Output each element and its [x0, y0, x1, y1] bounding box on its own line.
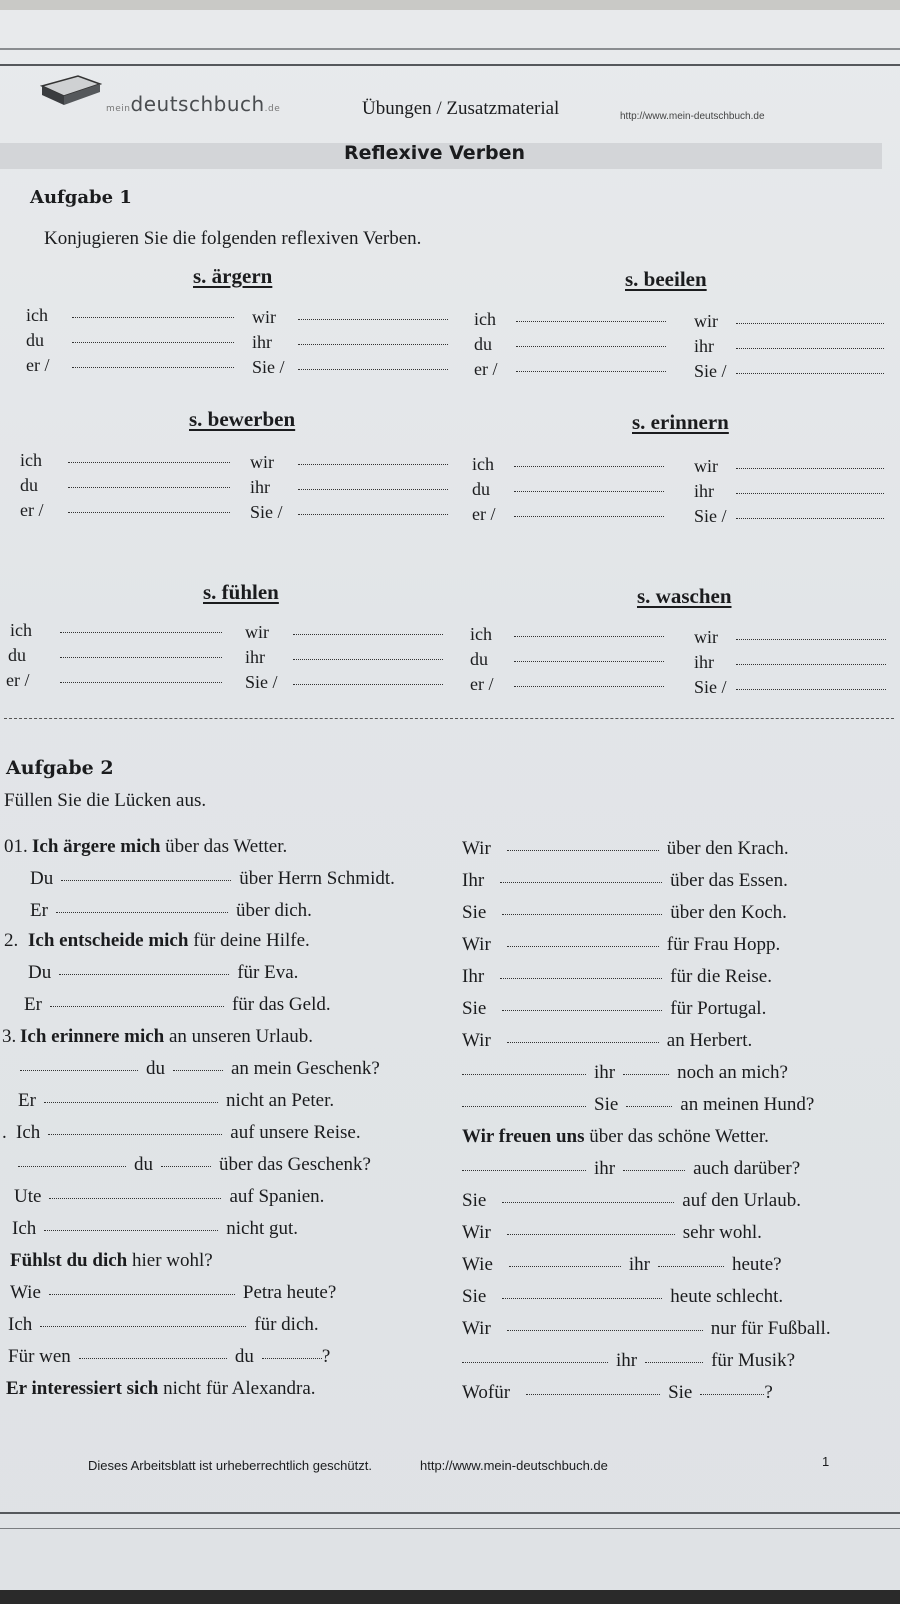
- text: heute schlecht.: [670, 1286, 784, 1307]
- text: Petra heute?: [242, 1282, 337, 1303]
- conj-row: [252, 332, 448, 353]
- exercise-line: [4, 930, 310, 952]
- text: sehr wohl.: [682, 1222, 762, 1243]
- blank-field[interactable]: [516, 371, 666, 372]
- blank-field[interactable]: [462, 1362, 608, 1363]
- exercise-line: [462, 1318, 831, 1340]
- bold-phrase: Er interessiert sich: [6, 1378, 159, 1399]
- conj-row: [470, 674, 664, 695]
- conj-row: [694, 627, 886, 648]
- text: Wir: [462, 1030, 491, 1051]
- text: ihr: [616, 1350, 638, 1371]
- aufgabe1-instruction: Konjugieren Sie die folgenden reflexiven Verben.: [44, 228, 422, 249]
- blank-field[interactable]: [507, 946, 659, 947]
- blank-field[interactable]: [298, 344, 448, 345]
- exercise-line: [462, 902, 787, 924]
- exercise-line: [10, 1250, 213, 1272]
- blank-field[interactable]: [50, 1006, 224, 1007]
- blank-field[interactable]: [736, 468, 884, 469]
- text: für das Geld.: [231, 994, 331, 1015]
- text: über dich.: [235, 900, 312, 921]
- text: Ich: [16, 1122, 41, 1143]
- blank-field[interactable]: [502, 914, 662, 915]
- conj-row: [6, 670, 222, 691]
- pronoun: ich: [26, 305, 48, 325]
- text: Wie: [10, 1282, 41, 1303]
- blank-field[interactable]: [502, 1010, 662, 1011]
- conj-row: [694, 677, 886, 698]
- text: über das Geschenk?: [219, 1154, 371, 1175]
- conj-row: [252, 307, 448, 328]
- exercise-line: [30, 868, 395, 890]
- aufgabe2-instruction: Füllen Sie die Lücken aus.: [4, 790, 207, 811]
- text: Wie: [462, 1254, 493, 1275]
- pronoun: wir: [245, 622, 269, 642]
- conj-row: [26, 330, 234, 351]
- pronoun: Sie /: [694, 677, 727, 697]
- blank-field[interactable]: [298, 369, 448, 370]
- pronoun: Sie /: [694, 506, 727, 526]
- blank-field[interactable]: [736, 689, 886, 690]
- exercise-line: [8, 1314, 319, 1336]
- exercise-line: [14, 1186, 324, 1208]
- text: ihr: [628, 1254, 650, 1275]
- blank-field[interactable]: [736, 348, 884, 349]
- text: Sie: [462, 902, 487, 923]
- page-number: 1: [822, 1454, 830, 1469]
- blank-field[interactable]: [526, 1394, 660, 1395]
- blank-field[interactable]: [514, 516, 664, 517]
- text: Ihr: [462, 870, 485, 891]
- footer-rule-thin: [0, 1528, 900, 1529]
- text: auf Spanien.: [229, 1186, 325, 1207]
- text: Für wen: [8, 1346, 71, 1367]
- conj-row: [20, 475, 230, 496]
- pronoun: wir: [250, 452, 274, 472]
- exercise-line: [462, 1062, 788, 1084]
- blank-field[interactable]: [298, 489, 448, 490]
- blank-field[interactable]: [509, 1266, 621, 1267]
- text: nicht gut.: [226, 1218, 299, 1239]
- pronoun: ihr: [694, 481, 714, 501]
- text: für Portugal.: [670, 998, 767, 1019]
- pronoun: ich: [20, 450, 42, 470]
- blank-field[interactable]: [623, 1074, 669, 1075]
- blank-field[interactable]: [507, 1042, 659, 1043]
- blank-field[interactable]: [72, 317, 234, 318]
- text: an mein Geschenk?: [231, 1058, 380, 1079]
- exercise-line: [462, 1222, 762, 1244]
- text: Du: [28, 962, 52, 983]
- conj-row: [252, 357, 448, 378]
- blank-field[interactable]: [502, 1298, 662, 1299]
- conj-row: [694, 652, 886, 673]
- bold-phrase: Wir freuen uns: [462, 1126, 585, 1147]
- blank-field[interactable]: [623, 1170, 685, 1171]
- text: Wofür: [462, 1382, 511, 1403]
- text: hier wohl?: [131, 1250, 213, 1271]
- aufgabe1-heading: Aufgabe 1: [30, 187, 132, 208]
- exercise-number: 01.: [4, 836, 28, 857]
- scan-bottom-edge: [0, 1590, 900, 1604]
- verb-heading: s. waschen: [637, 584, 732, 608]
- blank-field[interactable]: [626, 1106, 672, 1107]
- text: du: [134, 1154, 153, 1175]
- exercise-line: [462, 870, 788, 892]
- conj-row: [20, 450, 230, 471]
- pronoun: er /: [6, 670, 30, 690]
- blank-field[interactable]: [48, 1134, 222, 1135]
- exercise-number: 3.: [2, 1026, 17, 1047]
- text: Wir: [462, 838, 491, 859]
- blank-field[interactable]: [500, 978, 662, 979]
- blank-field[interactable]: [49, 1294, 235, 1295]
- blank-field[interactable]: [44, 1230, 218, 1231]
- blank-field[interactable]: [514, 466, 664, 467]
- exercise-line: [462, 838, 789, 860]
- text: Sie: [462, 1190, 487, 1211]
- aufgabe2-heading: Aufgabe 2: [6, 757, 114, 779]
- exercise-line: [12, 1218, 298, 1240]
- exercise-line: [4, 836, 287, 858]
- blank-field[interactable]: [40, 1326, 246, 1327]
- blank-field[interactable]: [658, 1266, 724, 1267]
- book-logo-icon: [40, 74, 102, 106]
- verb-heading: s. erinnern: [632, 410, 729, 434]
- blank-field[interactable]: [161, 1166, 211, 1167]
- conj-row: [694, 336, 884, 357]
- blank-field[interactable]: [293, 684, 443, 685]
- text: Ich: [8, 1314, 33, 1335]
- exercise-line: [6, 1378, 316, 1400]
- blank-field[interactable]: [700, 1394, 764, 1395]
- conj-row: [474, 334, 666, 355]
- text: für dich.: [254, 1314, 319, 1335]
- pronoun: Sie /: [250, 502, 283, 522]
- conj-row: [694, 456, 884, 477]
- conj-row: [474, 359, 666, 380]
- blank-field[interactable]: [68, 487, 230, 488]
- text: du: [234, 1346, 254, 1367]
- exercise-line: [462, 1286, 783, 1308]
- text: über den Krach.: [666, 838, 789, 859]
- pronoun: wir: [694, 311, 718, 331]
- brand-suffix: .de: [264, 104, 281, 114]
- text: über Herrn Schmidt.: [239, 868, 395, 889]
- blank-field[interactable]: [49, 1198, 221, 1199]
- text: für Musik?: [711, 1350, 796, 1371]
- verb-heading: s. ärgern: [193, 264, 273, 288]
- conj-row: [470, 624, 664, 645]
- text: Ihr: [462, 966, 485, 987]
- text: für deine Hilfe.: [193, 930, 310, 951]
- brand-logo: [106, 92, 280, 116]
- conj-row: [694, 481, 884, 502]
- exercise-line: [462, 1350, 795, 1372]
- blank-field[interactable]: [462, 1170, 586, 1171]
- conj-row: [472, 454, 664, 475]
- blank-field[interactable]: [514, 491, 664, 492]
- conj-row: [694, 361, 884, 382]
- blank-field[interactable]: [645, 1362, 703, 1363]
- blank-field[interactable]: [736, 664, 886, 665]
- text: ihr: [594, 1158, 616, 1179]
- text: über den Koch.: [670, 902, 787, 923]
- exercise-line: [20, 1058, 380, 1080]
- pronoun: ich: [472, 454, 494, 474]
- pronoun: ihr: [245, 647, 265, 667]
- pronoun: ihr: [250, 477, 270, 497]
- blank-field[interactable]: [293, 634, 443, 635]
- blank-field[interactable]: [59, 974, 229, 975]
- text: Ich: [12, 1218, 37, 1239]
- section-label: Übungen / Zusatzmaterial: [362, 98, 560, 119]
- text: auch darüber?: [693, 1158, 801, 1179]
- blank-field[interactable]: [79, 1358, 227, 1359]
- pronoun: ihr: [694, 336, 714, 356]
- conj-row: [26, 355, 234, 376]
- conj-row: [250, 452, 448, 473]
- pronoun: du: [20, 475, 38, 495]
- blank-field[interactable]: [736, 639, 886, 640]
- blank-field[interactable]: [56, 912, 228, 913]
- text: heute?: [732, 1254, 782, 1275]
- exercise-line: [18, 1090, 334, 1112]
- text: über das Wetter.: [165, 836, 288, 857]
- text: ihr: [594, 1062, 616, 1083]
- pronoun: wir: [252, 307, 276, 327]
- scan-top-shadow: [0, 0, 900, 10]
- bold-phrase: Ich entscheide mich: [28, 930, 189, 951]
- text: Er: [24, 994, 42, 1015]
- blank-field[interactable]: [298, 319, 448, 320]
- bold-phrase: Fühlst du dich: [10, 1250, 128, 1271]
- blank-field[interactable]: [516, 346, 666, 347]
- conj-row: [694, 311, 884, 332]
- blank-field[interactable]: [44, 1102, 218, 1103]
- conj-row: [694, 506, 884, 527]
- exercise-line: [462, 998, 766, 1020]
- blank-field[interactable]: [298, 464, 448, 465]
- text: Sie: [594, 1094, 619, 1115]
- conj-row: [8, 645, 222, 666]
- blank-field[interactable]: [500, 882, 662, 883]
- bold-phrase: Ich ärgere mich: [32, 836, 161, 857]
- blank-field[interactable]: [68, 512, 230, 513]
- exercise-line: [8, 1346, 330, 1368]
- pronoun: du: [26, 330, 44, 350]
- text: ?: [764, 1382, 773, 1403]
- blank-field[interactable]: [514, 636, 664, 637]
- pronoun: er /: [474, 359, 498, 379]
- blank-field[interactable]: [60, 682, 222, 683]
- header-rule: [0, 64, 900, 66]
- blank-field[interactable]: [20, 1070, 138, 1071]
- pronoun: Sie /: [252, 357, 285, 377]
- pronoun: du: [8, 645, 26, 665]
- blank-field[interactable]: [61, 880, 231, 881]
- exercise-line: [462, 1030, 752, 1052]
- blank-field[interactable]: [68, 462, 230, 463]
- exercise-line: [462, 1382, 773, 1404]
- blank-field[interactable]: [507, 1330, 703, 1331]
- brand-prefix: mein: [106, 104, 131, 114]
- exercise-line: [18, 1154, 371, 1176]
- pronoun: ihr: [252, 332, 272, 352]
- exercise-line: [462, 1094, 814, 1116]
- text: Er: [30, 900, 48, 921]
- exercise-line: [10, 1282, 336, 1304]
- conj-row: [245, 622, 443, 643]
- text: Sie: [668, 1382, 693, 1403]
- text: nicht an Peter.: [225, 1090, 335, 1111]
- pronoun: er /: [26, 355, 50, 375]
- text: auf den Urlaub.: [682, 1190, 801, 1211]
- verb-heading: s. beeilen: [625, 267, 707, 291]
- exercise-line: [30, 900, 312, 922]
- conj-row: [20, 500, 230, 521]
- pronoun: ihr: [694, 652, 714, 672]
- blank-field[interactable]: [736, 518, 884, 519]
- blank-field[interactable]: [293, 659, 443, 660]
- brand-name: deutschbuch: [130, 92, 265, 116]
- text: an unseren Urlaub.: [169, 1026, 314, 1047]
- text: du: [146, 1058, 165, 1079]
- conj-row: [472, 504, 664, 525]
- blank-field[interactable]: [72, 367, 234, 368]
- blank-field[interactable]: [298, 514, 448, 515]
- page-title: Reflexive Verben: [344, 142, 526, 164]
- blank-field[interactable]: [736, 493, 884, 494]
- blank-field[interactable]: [72, 342, 234, 343]
- exercise-number: 2.: [4, 930, 19, 951]
- exercise-line: [462, 934, 780, 956]
- exercise-number: .: [2, 1122, 7, 1143]
- text: an meinen Hund?: [680, 1094, 815, 1115]
- pronoun: wir: [694, 627, 718, 647]
- text: Du: [30, 868, 54, 889]
- text: ?: [321, 1346, 331, 1367]
- exercise-line: [462, 1126, 769, 1148]
- text: Er: [18, 1090, 36, 1111]
- exercise-line: [462, 1254, 782, 1276]
- text: für die Reise.: [670, 966, 772, 987]
- text: Sie: [462, 998, 487, 1019]
- text: Wir: [462, 1318, 491, 1339]
- blank-field[interactable]: [516, 321, 666, 322]
- text: noch an mich?: [677, 1062, 788, 1083]
- pronoun: wir: [694, 456, 718, 476]
- text: an Herbert.: [666, 1030, 753, 1051]
- top-rule: [0, 48, 900, 50]
- pronoun: du: [470, 649, 488, 669]
- pronoun: Sie /: [245, 672, 278, 692]
- conj-row: [470, 649, 664, 670]
- pronoun: er /: [472, 504, 496, 524]
- blank-field[interactable]: [514, 686, 664, 687]
- pronoun: ich: [474, 309, 496, 329]
- blank-field[interactable]: [502, 1202, 674, 1203]
- text: über das Essen.: [670, 870, 788, 891]
- pronoun: er /: [470, 674, 494, 694]
- blank-field[interactable]: [736, 373, 884, 374]
- exercise-line: [2, 1026, 313, 1048]
- footer-url: http://www.mein-deutschbuch.de: [420, 1458, 608, 1473]
- exercise-line: [24, 994, 331, 1016]
- exercise-line: [462, 1190, 801, 1212]
- blank-field[interactable]: [736, 323, 884, 324]
- text: Sie: [462, 1286, 487, 1307]
- text: Ute: [14, 1186, 42, 1207]
- conj-row: [245, 672, 443, 693]
- conj-row: [250, 477, 448, 498]
- blank-field[interactable]: [262, 1358, 322, 1359]
- text: über das schöne Wetter.: [589, 1126, 769, 1147]
- pronoun: ich: [470, 624, 492, 644]
- exercise-line: [462, 1158, 800, 1180]
- exercise-line: [28, 962, 298, 984]
- section-divider: [4, 718, 894, 719]
- blank-field[interactable]: [462, 1074, 586, 1075]
- conj-row: [474, 309, 666, 330]
- pronoun: ich: [10, 620, 32, 640]
- text: für Eva.: [237, 962, 299, 983]
- conj-row: [10, 620, 222, 641]
- blank-field[interactable]: [462, 1106, 586, 1107]
- blank-field[interactable]: [60, 657, 222, 658]
- blank-field[interactable]: [60, 632, 222, 633]
- header-url: http://www.mein-deutschbuch.de: [620, 111, 765, 122]
- conj-row: [245, 647, 443, 668]
- pronoun: du: [474, 334, 492, 354]
- blank-field[interactable]: [514, 661, 664, 662]
- pronoun: du: [472, 479, 490, 499]
- text: für Frau Hopp.: [666, 934, 781, 955]
- exercise-line: [462, 966, 772, 988]
- blank-field[interactable]: [18, 1166, 126, 1167]
- conj-row: [472, 479, 664, 500]
- pronoun: er /: [20, 500, 44, 520]
- text: Wir: [462, 1222, 491, 1243]
- text: auf unsere Reise.: [230, 1122, 361, 1143]
- text: nur für Fußball.: [710, 1318, 831, 1339]
- blank-field[interactable]: [507, 1234, 675, 1235]
- exercise-line: [2, 1122, 361, 1144]
- copyright-notice: Dieses Arbeitsblatt ist urheberrechtlich geschützt.: [88, 1458, 372, 1473]
- conj-row: [26, 305, 234, 326]
- conj-row: [250, 502, 448, 523]
- text: nicht für Alexandra.: [163, 1378, 316, 1399]
- pronoun: Sie /: [694, 361, 727, 381]
- blank-field[interactable]: [507, 850, 659, 851]
- blank-field[interactable]: [173, 1070, 223, 1071]
- text: Wir: [462, 934, 491, 955]
- bold-phrase: Ich erinnere mich: [20, 1026, 165, 1047]
- verb-heading: s. fühlen: [203, 580, 279, 604]
- footer-rule: [0, 1512, 900, 1514]
- verb-heading: s. bewerben: [189, 407, 296, 431]
